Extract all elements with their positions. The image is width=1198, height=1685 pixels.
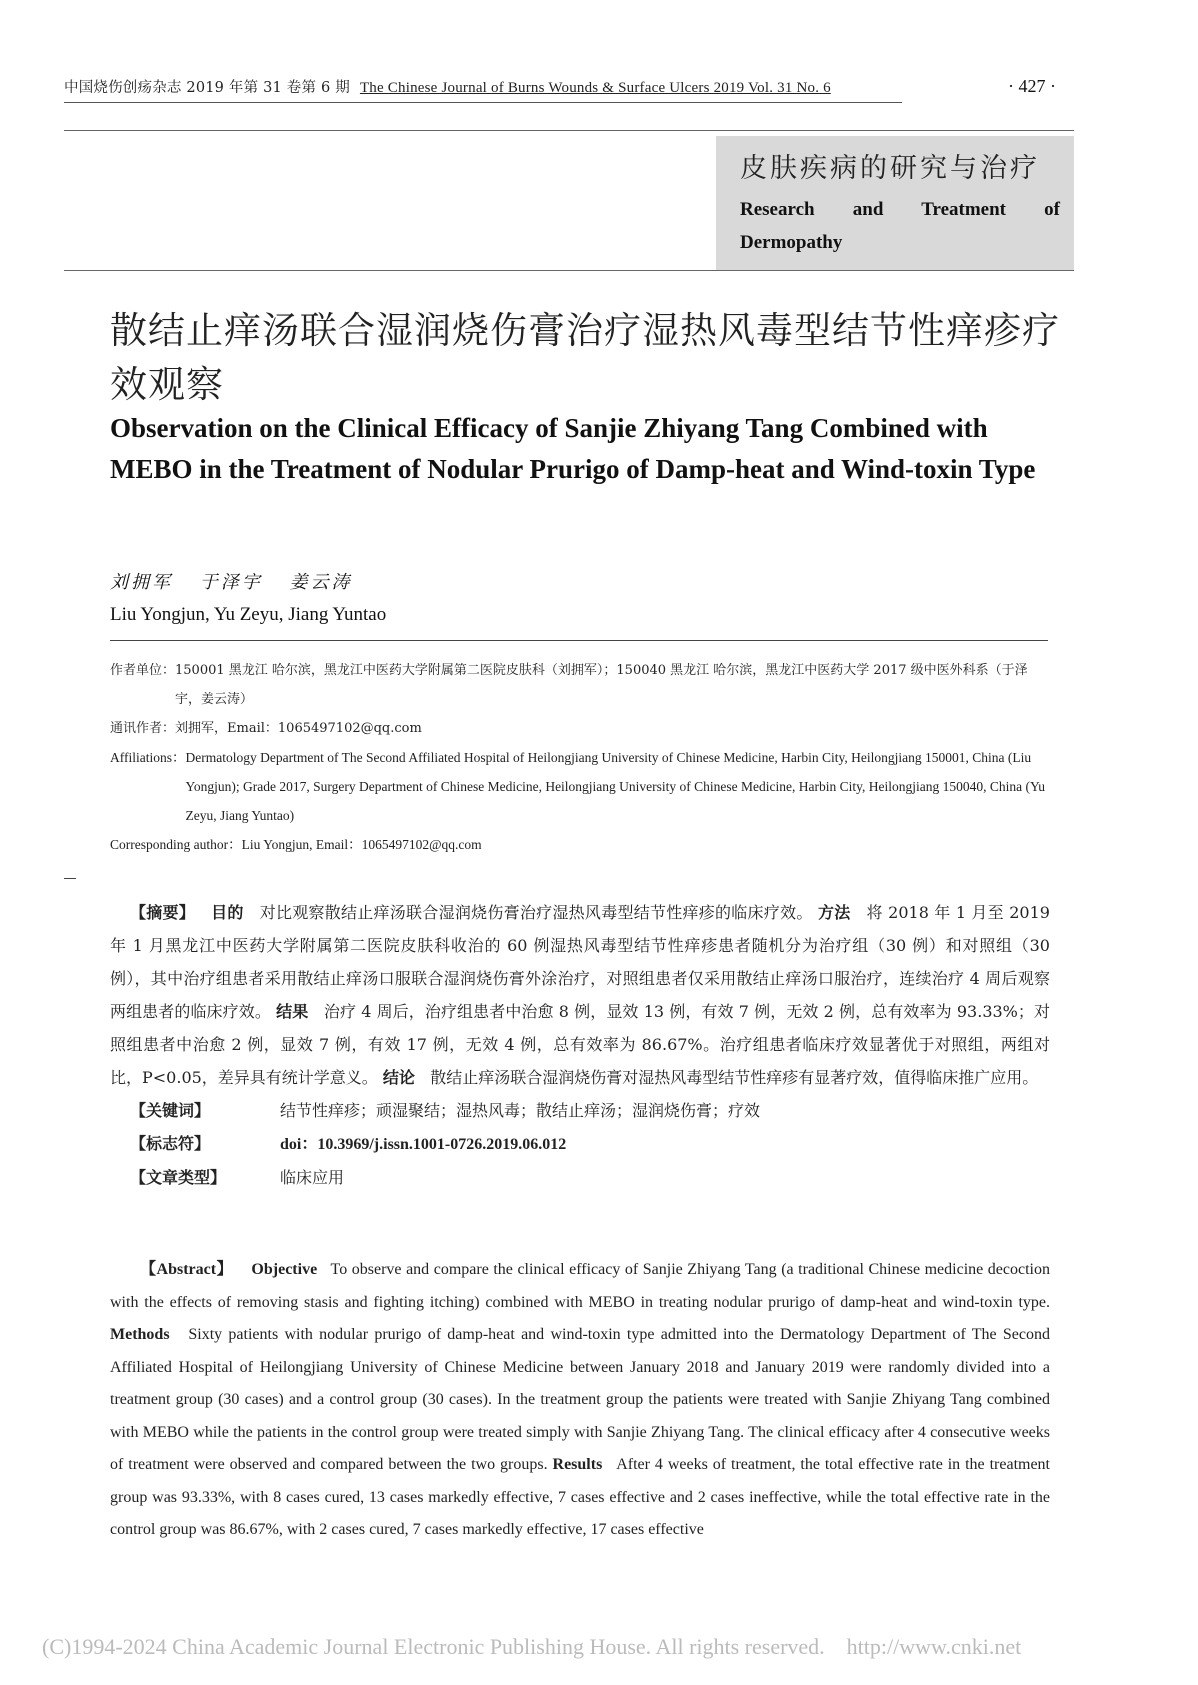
section-label-box xyxy=(716,136,1074,270)
objective-label-en: Objective xyxy=(251,1261,318,1278)
authors-cn: 刘拥军 于泽宇 姜云涛 xyxy=(110,572,353,593)
corresponding-author-cn-label: 通讯作者： xyxy=(110,721,176,736)
identifier-row xyxy=(110,1127,1050,1161)
objective-text-en: To observe and compare the clinical efficacy of Sanjie Zhiyang Tang (a traditional Chinese medicine decoction with the effects of removing stasis and fighting itching) combined with MEBO in treating nodular prurigo of damp-heat and wind-toxin type. xyxy=(110,1261,1050,1311)
results-label-cn: 结果 xyxy=(276,1002,309,1021)
author-unit-text: 150001 黑龙江 哈尔滨，黑龙江中医药大学附属第二医院皮肤科（刘拥军）；150040 黑龙江 哈尔滨，黑龙江中医药大学 2017 级中医外科系（于泽宇，姜云涛） xyxy=(175,663,1028,707)
abstract-en-label: 【Abstract】 xyxy=(140,1261,234,1278)
keywords-text: 结节性痒疹；顽湿聚结；湿热风毒；散结止痒汤；湿润烧伤膏；疗效 xyxy=(280,1101,761,1120)
doi-text: doi：10.3969/j.issn.1001-0726.2019.06.012 xyxy=(280,1136,567,1153)
conclusion-label-cn: 结论 xyxy=(382,1068,415,1087)
conclusion-text-cn: 散结止痒汤联合湿润烧伤膏对湿热风毒型结节性痒疹有显著疗效，值得临床推广应用。 xyxy=(430,1068,1039,1087)
journal-name-cn: 中国烧伤创疡杂志 2019 年第 31 卷第 6 期 xyxy=(64,80,350,96)
abstract-en-body xyxy=(110,1254,1050,1547)
keywords-label: 【关键词】 xyxy=(130,1101,211,1120)
authors-en: Liu Yongjun, Yu Zeyu, Jiang Yuntao xyxy=(110,604,387,625)
methods-text-en: Sixty patients with nodular prurigo of damp-heat and wind-toxin type admitted into the Dermatology Department of The Second Affiliated Hospital of Heilongjiang University of Chinese Medicine between January 2018 and January 2019 were randomly divided into a treatment group (30 cases) and a control group (30 cases). In the treatment group the patients were treated with Sanjie Zhiyang Tang combined with MEBO while the patients in the control group were treated simply with Sanjie Zhiyang Tang. The clinical efficacy after 4 consecutive weeks of treatment were observed and compared between the two groups. xyxy=(110,1326,1051,1473)
affiliations-en-label: Affiliations： xyxy=(110,750,186,765)
article-title-en: Observation on the Clinical Efficacy of Sanjie Zhiyang Tang Combined with MEBO in the Treatment of Nodular Prurigo of Damp-heat and Wind-toxin Type xyxy=(110,413,1036,484)
author-unit-label: 作者单位： xyxy=(110,663,176,678)
methods-text-cn: 将 2018 年 1 月至 2019 年 1 月黑龙江中医药大学附属第二医院皮肤科收治的 60 例湿热风毒型结节性痒疹患者随机分为治疗组（30 例）和对照组（30 例），其中治疗组患者采用散结止痒汤口服联合湿润烧伤膏外涂治疗，对照组患者仅采用散结止痒汤口服治疗，连续治疗 4 周后观察两组患者的临床疗效。 xyxy=(110,903,1050,1021)
objective-label-cn: 目的 xyxy=(211,903,244,922)
results-text-en: After 4 weeks of treatment, the total effective rate in the treatment group was 93.33%, with 8 cases cured, 13 cases markedly effective, 7 cases effective and 2 cases ineffective, while the total effective rate in the control group was 86.67%, with 2 cases cured, 7 cases markedly effective, 17 cases effective xyxy=(110,1456,1051,1538)
journal-name-en: The Chinese Journal of Burns Wounds & Surface Ulcers 2019 Vol. 31 No. 6 xyxy=(359,80,831,96)
article-type-label: 【文章类型】 xyxy=(130,1168,227,1187)
corresponding-author-en xyxy=(110,830,1048,859)
results-label-en: Results xyxy=(552,1456,603,1473)
results-text-cn: 治疗 4 周后，治疗组患者中治愈 8 例，显效 13 例，有效 7 例，无效 2 例，总有效率为 93.33%；对照组患者中治愈 2 例，显效 7 例，有效 17 例，无效 4 例，总有效率为 86.67%。治疗组患者临床疗效显著优于对照组，两组对比，P<0.05，差异具有统计学意义。 xyxy=(110,1002,1050,1087)
corresponding-author-en-label: Corresponding author： xyxy=(110,837,242,852)
corresponding-author-cn xyxy=(110,714,1048,743)
methods-label-cn: 方法 xyxy=(817,903,851,922)
section-title-en: Research and Treatment of Dermopathy xyxy=(740,199,1060,253)
abstract-cn xyxy=(110,896,1050,1194)
identifier-label: 【标志符】 xyxy=(130,1134,211,1153)
article-type-row xyxy=(110,1161,1050,1194)
affiliation-block xyxy=(110,656,1048,859)
corresponding-author-en-text: Liu Yongjun, Email：1065497102@qq.com xyxy=(241,837,482,852)
abstract-cn-body xyxy=(110,896,1050,1094)
section-rule-bottom xyxy=(64,270,1074,271)
author-unit xyxy=(110,656,1048,714)
header-rule xyxy=(64,102,902,103)
methods-label-en: Methods xyxy=(110,1326,170,1343)
keywords-row xyxy=(110,1094,1050,1127)
article-title-cn: 散结止痒汤联合湿润烧伤膏治疗湿热风毒型结节性痒疹疗效观察 xyxy=(110,309,1060,406)
affiliations-en xyxy=(110,743,1048,830)
authors-rule xyxy=(110,640,1048,641)
copyright-footer: (C)1994-2024 China Academic Journal Electronic Publishing House. All rights reserved. http://www.cnki.net xyxy=(42,1634,1022,1659)
corresponding-author-cn-text: 刘拥军，Email：1065497102@qq.com xyxy=(175,721,422,736)
abstract-en xyxy=(110,1254,1050,1547)
objective-text-cn: 对比观察散结止痒汤联合湿润烧伤膏治疗湿热风毒型结节性痒疹的临床疗效。 xyxy=(259,903,813,922)
abstract-cn-label: 【摘要】 xyxy=(130,903,196,922)
page-number: · 427 · xyxy=(1008,76,1056,96)
section-rule-top xyxy=(64,130,1074,131)
running-header xyxy=(64,76,831,97)
section-title-cn: 皮肤疾病的研究与治疗 xyxy=(740,153,1040,184)
margin-dash xyxy=(64,878,76,879)
article-type-text: 临床应用 xyxy=(280,1168,345,1187)
affiliations-en-text: Dermatology Department of The Second Affiliated Hospital of Heilongjiang University of Chinese Medicine, Harbin City, Heilongjiang 150001, China (Liu Yongjun); Grade 2017, Surgery Department of Chinese Medicine, Heilongjiang University of Chinese Medicine, Harbin City, Heilongjiang 150040, China (Yu Zeyu, Jiang Yuntao) xyxy=(185,750,1045,823)
